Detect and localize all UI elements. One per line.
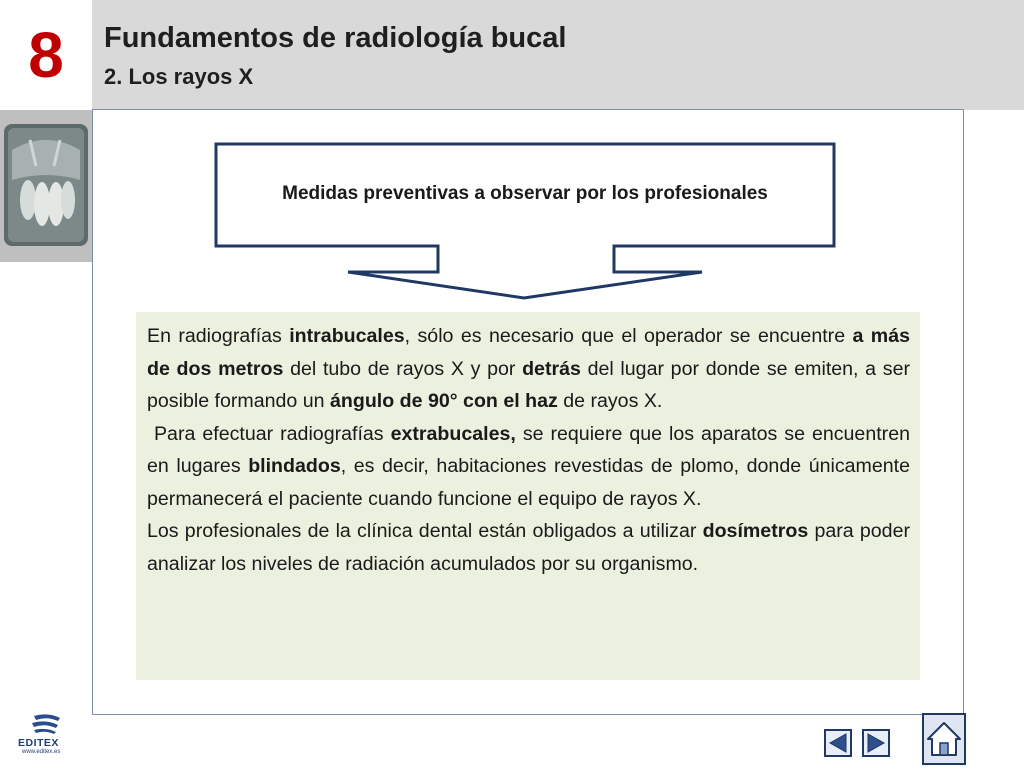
text-run: del tubo de rayos X y por: [283, 357, 523, 380]
text-run: Los profesionales de la clínica dental están obligados a utilizar: [147, 520, 703, 542]
text-run: se requiere que los aparatos se encuentren en lugares: [147, 422, 916, 477]
editex-logo-text: EDITEX: [18, 737, 59, 749]
bold-run: a más de dos metros: [147, 325, 911, 380]
previous-slide-button[interactable]: [824, 729, 852, 757]
bold-run: ángulo de 90° con el haz: [330, 390, 558, 412]
editex-url: www.editex.es: [22, 749, 61, 755]
bold-run: dosímetros: [702, 520, 809, 542]
page-subtitle: 2. Los rayos X: [104, 64, 254, 89]
bold-run: intrabucales: [289, 325, 405, 347]
paragraph-extrabucales: [147, 418, 916, 516]
chapter-box: [0, 0, 92, 110]
home-button[interactable]: [922, 713, 966, 765]
dental-xray-image: [0, 110, 92, 262]
chapter-number: 8: [28, 19, 64, 91]
text-run: del lugar por donde se emiten, a ser posible formando un: [147, 357, 910, 412]
bold-run: detrás: [522, 357, 581, 380]
text-run: para poder analizar los niveles de radiación acumulados por su organismo.: [147, 520, 910, 575]
callout-heading: Medidas preventivas a observar por los profesionales: [282, 183, 768, 204]
text-run: En radiografías: [147, 325, 290, 347]
paragraph-intrabucales: [147, 320, 910, 418]
paragraph-dosimetros: [147, 515, 910, 580]
text-run: , sólo es necesario que el operador se encuentre: [404, 325, 853, 347]
header-bar: [0, 0, 1024, 110]
text-box: [136, 312, 920, 680]
bold-run: blindados: [248, 455, 341, 477]
next-slide-button[interactable]: [862, 729, 890, 757]
text-run: , es decir, habitaciones revestidas de plomo, donde únicamente permanecerá el paciente cuando funcione el equipo de rayos X.: [147, 455, 916, 510]
text-run: Para efectuar radiografías: [147, 422, 391, 445]
bold-run: extrabucales,: [390, 422, 516, 445]
text-run: de rayos X.: [557, 390, 663, 412]
page-title: Fundamentos de radiología bucal: [104, 22, 567, 54]
